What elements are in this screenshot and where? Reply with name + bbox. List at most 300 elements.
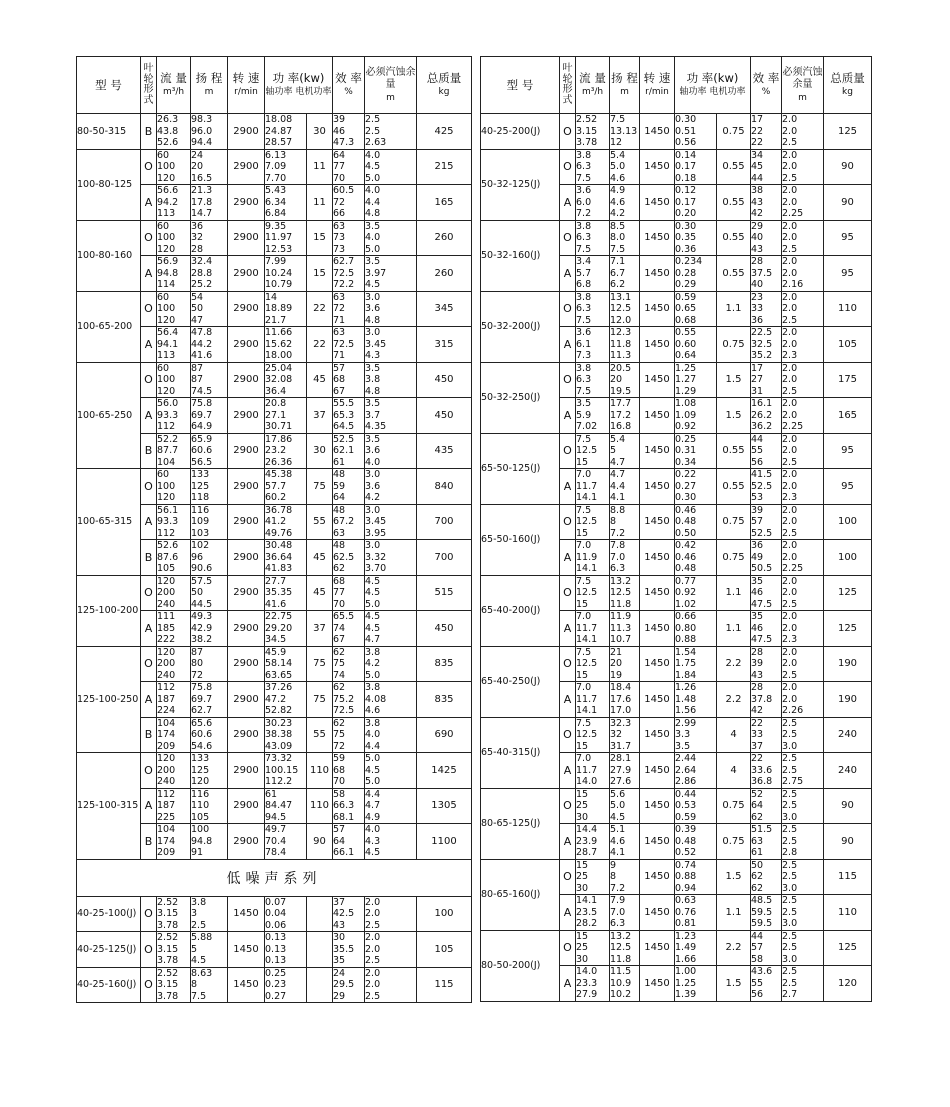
header-power-sub: [675, 87, 750, 98]
efficiency-value: 52.5: [333, 433, 355, 445]
shaft-power-value: 1.84: [675, 669, 697, 681]
motor-power-cell: 0.55: [717, 185, 751, 221]
impeller-cell: A: [560, 398, 576, 434]
npsh-cell: [782, 220, 824, 256]
flow-value: 56.6: [157, 185, 179, 196]
flow-value: 14.0: [576, 776, 598, 787]
npsh-value: 4.35: [365, 421, 387, 432]
flow-value: 2.52: [157, 967, 179, 979]
npsh-cell: [365, 646, 417, 682]
npsh-value: 2.5: [782, 906, 798, 918]
flow-cell: [576, 611, 610, 647]
shaft-power-cell: [675, 469, 717, 505]
shaft-power-cell: [675, 682, 717, 718]
speed-cell: 1450: [640, 185, 675, 221]
flow-value: 113: [157, 350, 176, 361]
efficiency-value: 36: [751, 540, 764, 551]
efficiency-value: 26.2: [751, 409, 773, 421]
head-value: 11.9: [610, 611, 632, 622]
speed-cell: 1450: [640, 504, 675, 540]
npsh-value: 2.3: [782, 634, 798, 645]
table-row: [481, 433, 872, 469]
efficiency-cell: [333, 433, 365, 469]
weight-cell: 125: [824, 114, 872, 150]
head-value: 7.1: [610, 256, 626, 267]
flow-value: 3.8: [576, 291, 592, 303]
efficiency-value: 55.5: [333, 398, 355, 409]
head-value: 100: [191, 824, 210, 835]
efficiency-value: 77: [333, 587, 346, 598]
efficiency-cell: [751, 398, 782, 434]
head-value: 75.8: [191, 398, 213, 409]
model-cell: 65-40-250(J): [481, 646, 560, 717]
flow-value: 3.6: [576, 185, 592, 196]
npsh-value: 5.0: [365, 598, 381, 610]
head-value: 25.2: [191, 279, 213, 290]
flow-value: 3.15: [157, 908, 179, 919]
weight-cell: 95: [824, 256, 872, 292]
efficiency-value: 46: [333, 125, 346, 137]
shaft-power-value: 0.23: [265, 979, 287, 990]
speed-cell: 2900: [228, 433, 265, 469]
speed-cell: 1450: [640, 930, 675, 966]
impeller-cell: A: [141, 682, 157, 718]
motor-power-cell: 75: [307, 646, 333, 682]
efficiency-cell: [333, 717, 365, 753]
shaft-power-value: 26.36: [265, 456, 293, 468]
flow-value: 11.7: [576, 480, 598, 492]
npsh-value: 2.0: [782, 480, 798, 492]
motor-power-cell: 55: [307, 504, 333, 540]
efficiency-value: 33.6: [751, 764, 773, 776]
efficiency-value: 52.5: [751, 527, 773, 539]
flow-value: 114: [157, 279, 176, 290]
flow-value: 7.0: [576, 540, 592, 551]
model-cell: 100-80-160: [77, 220, 141, 291]
npsh-value: 3.7: [365, 409, 381, 421]
table-row: [481, 930, 872, 966]
head-value: 125: [191, 764, 210, 776]
npsh-value: 2.5: [782, 930, 798, 942]
shaft-power-value: 0.35: [675, 232, 697, 243]
flow-value: 222: [157, 634, 176, 645]
npsh-cell: [782, 362, 824, 398]
efficiency-cell: [751, 717, 782, 753]
weight-cell: 1100: [417, 824, 472, 860]
shaft-power-value: 0.42: [675, 540, 697, 551]
efficiency-value: 36.2: [751, 421, 773, 432]
head-value: 5.4: [610, 433, 626, 445]
header-impeller-label: 叶轮形式: [143, 63, 154, 106]
efficiency-value: 67: [333, 634, 346, 645]
flow-cell: [157, 398, 191, 434]
efficiency-value: 35.2: [751, 350, 773, 361]
efficiency-cell: [333, 291, 365, 327]
impeller-cell: O: [560, 291, 576, 327]
flow-value: 60: [157, 362, 170, 374]
head-value: 7.0: [610, 551, 626, 563]
weight-cell: 125: [824, 575, 872, 611]
flow-cell: [576, 859, 610, 895]
head-cell: [191, 753, 228, 789]
shaft-power-cell: [265, 611, 307, 647]
head-value: 12.3: [610, 327, 632, 338]
head-cell: [191, 932, 228, 968]
head-value: 10.7: [610, 634, 632, 645]
efficiency-cell: [333, 824, 365, 860]
flow-value: 104: [157, 824, 176, 835]
flow-value: 11.7: [576, 622, 598, 634]
shaft-power-value: 0.13: [265, 932, 287, 943]
head-value: 17.6: [610, 693, 632, 705]
npsh-value: 2.0: [782, 114, 798, 125]
shaft-power-value: 1.23: [675, 930, 697, 942]
header-npsh-label: 必须汽蚀余量: [365, 66, 416, 90]
flow-value: 200: [157, 587, 176, 598]
npsh-value: 2.0: [782, 232, 798, 243]
efficiency-value: 73: [333, 232, 346, 243]
npsh-value: 2.5: [782, 800, 798, 811]
shaft-power-value: 3.5: [675, 740, 691, 752]
efficiency-cell: [333, 896, 365, 932]
speed-cell: 2900: [228, 646, 265, 682]
npsh-value: 4.3: [365, 350, 381, 361]
head-value: 125: [191, 480, 210, 492]
npsh-value: 2.0: [782, 658, 798, 669]
efficiency-value: 63: [333, 327, 346, 338]
shaft-power-cell: [265, 575, 307, 611]
head-value: 91: [191, 847, 204, 858]
shaft-power-value: 9.35: [265, 220, 287, 232]
efficiency-value: 43.6: [751, 966, 773, 977]
flow-cell: [576, 185, 610, 221]
speed-cell: 2900: [228, 362, 265, 398]
motor-power-cell: 45: [307, 540, 333, 576]
speed-cell: 1450: [640, 717, 675, 753]
speed-cell: 2900: [228, 256, 265, 292]
efficiency-value: 72.5: [333, 705, 355, 716]
model-cell: 80-50-315: [77, 114, 141, 150]
flow-value: 94.8: [157, 267, 179, 279]
flow-value: 25: [576, 800, 589, 811]
speed-cell: 2900: [228, 327, 265, 363]
npsh-cell: [782, 859, 824, 895]
head-value: 14.7: [191, 208, 213, 219]
head-cell: [191, 646, 228, 682]
efficiency-value: 43: [333, 919, 346, 931]
efficiency-value: 39: [751, 658, 764, 669]
npsh-value: 4.2: [365, 492, 381, 503]
npsh-value: 3.45: [365, 516, 387, 527]
shaft-power-cell: [675, 504, 717, 540]
head-cell: [610, 291, 640, 327]
npsh-value: 2.0: [782, 409, 798, 421]
impeller-cell: O: [141, 469, 157, 505]
head-value: 8: [610, 516, 617, 527]
header-shaft-power: 轴功率: [679, 87, 707, 97]
head-cell: [610, 114, 640, 150]
head-value: 72: [191, 669, 204, 681]
efficiency-cell: [751, 114, 782, 150]
header-power: [265, 57, 333, 114]
shaft-power-value: 20.8: [265, 398, 287, 409]
weight-cell: 435: [417, 433, 472, 469]
shaft-power-value: 41.2: [265, 516, 287, 527]
weight-cell: 95: [824, 433, 872, 469]
flow-value: 100: [157, 303, 176, 314]
flow-cell: [576, 682, 610, 718]
npsh-value: 2.0: [782, 516, 798, 527]
npsh-cell: [782, 433, 824, 469]
efficiency-value: 44: [751, 172, 764, 184]
head-value: 96: [191, 551, 204, 563]
head-value: 28.8: [191, 267, 213, 279]
efficiency-value: 44: [751, 433, 764, 445]
npsh-value: 2.5: [782, 977, 798, 989]
efficiency-value: 62: [333, 646, 346, 658]
npsh-value: 2.0: [782, 327, 798, 338]
table-row: [77, 114, 472, 150]
efficiency-value: 66.3: [333, 800, 355, 811]
efficiency-value: 57: [751, 942, 764, 953]
efficiency-cell: [751, 753, 782, 789]
npsh-value: 2.0: [782, 291, 798, 303]
npsh-value: 4.5: [365, 622, 381, 634]
head-value: 7.2: [610, 527, 626, 539]
head-value: 16.8: [610, 421, 632, 432]
header-flow: [157, 57, 191, 114]
head-value: 41.6: [191, 350, 213, 361]
head-value: 11.3: [610, 622, 632, 634]
flow-value: 56.4: [157, 327, 179, 338]
flow-value: 7.0: [576, 682, 592, 693]
npsh-cell: [782, 256, 824, 292]
shaft-power-value: 0.48: [675, 516, 697, 527]
head-cell: [191, 788, 228, 824]
efficiency-value: 37: [751, 740, 764, 752]
flow-cell: [157, 753, 191, 789]
model-cell: 40-25-125(J): [77, 932, 141, 968]
weight-cell: 125: [824, 930, 872, 966]
flow-value: 87.6: [157, 551, 179, 563]
speed-cell: 2900: [228, 185, 265, 221]
efficiency-value: 66: [333, 208, 346, 219]
npsh-value: 4.4: [365, 788, 381, 800]
efficiency-cell: [751, 824, 782, 860]
flow-value: 94.1: [157, 338, 179, 350]
weight-cell: 175: [824, 362, 872, 398]
head-value: 94.4: [191, 137, 213, 148]
head-cell: [191, 469, 228, 505]
head-value: 87: [191, 374, 204, 385]
table-row: [77, 646, 472, 682]
npsh-value: 2.0: [782, 303, 798, 314]
shaft-power-value: 1.02: [675, 598, 697, 610]
model-cell: 125-100-250: [77, 646, 141, 753]
npsh-value: 2.0: [782, 540, 798, 551]
impeller-cell: O: [560, 362, 576, 398]
speed-cell: 1450: [640, 646, 675, 682]
motor-power-cell: 1.5: [717, 859, 751, 895]
efficiency-value: 72.2: [333, 279, 355, 290]
flow-value: 113: [157, 208, 176, 219]
npsh-cell: [782, 966, 824, 1002]
shaft-power-value: 0.27: [265, 990, 287, 1002]
efficiency-value: 59: [333, 753, 346, 764]
head-value: 96.0: [191, 125, 213, 137]
head-cell: [610, 575, 640, 611]
speed-cell: 2900: [228, 824, 265, 860]
flow-value: 200: [157, 764, 176, 776]
flow-cell: [157, 967, 191, 1003]
shaft-power-cell: [675, 185, 717, 221]
npsh-value: 2.7: [782, 989, 798, 1000]
weight-cell: 190: [824, 682, 872, 718]
head-value: 105: [191, 811, 210, 823]
head-value: 50: [191, 303, 204, 314]
head-value: 6.7: [610, 267, 626, 279]
flow-value: 7.0: [576, 611, 592, 622]
head-value: 116: [191, 504, 210, 516]
table-row: [481, 646, 872, 682]
efficiency-cell: [751, 433, 782, 469]
npsh-value: 2.5: [782, 966, 798, 977]
npsh-value: 4.7: [365, 800, 381, 811]
flow-value: 7.5: [576, 717, 592, 729]
shaft-power-value: 70.4: [265, 835, 287, 847]
weight-cell: 315: [417, 327, 472, 363]
impeller-cell: O: [141, 362, 157, 398]
efficiency-cell: [751, 362, 782, 398]
efficiency-value: 35.5: [333, 943, 355, 955]
head-cell: [610, 433, 640, 469]
head-value: 49.3: [191, 611, 213, 622]
npsh-value: 2.0: [782, 504, 798, 516]
model-cell: 80-50-200(J): [481, 930, 560, 1001]
flow-value: 15: [576, 669, 589, 681]
table-row: [481, 362, 872, 398]
efficiency-cell: [751, 930, 782, 966]
efficiency-value: 22: [751, 137, 764, 148]
speed-cell: 2900: [228, 575, 265, 611]
flow-cell: [157, 220, 191, 256]
motor-power-cell: 15: [307, 256, 333, 292]
header-motor-power: 电机功率: [709, 87, 746, 97]
shaft-power-value: 0.77: [675, 575, 697, 587]
shaft-power-value: 1.27: [675, 374, 697, 385]
flow-value: 15: [576, 740, 589, 752]
efficiency-value: 72: [333, 196, 346, 208]
shaft-power-value: 0.22: [675, 469, 697, 480]
efficiency-value: 65.5: [333, 611, 355, 622]
head-value: 60.6: [191, 729, 213, 740]
efficiency-value: 51.5: [751, 824, 773, 835]
impeller-cell: A: [560, 256, 576, 292]
speed-cell: 1450: [640, 753, 675, 789]
shaft-power-value: 0.18: [675, 172, 697, 184]
head-value: 13.1: [610, 291, 632, 303]
npsh-value: 2.0: [782, 469, 798, 480]
flow-value: 112: [157, 421, 176, 432]
npsh-value: 3.32: [365, 551, 387, 563]
flow-value: 120: [157, 492, 176, 503]
motor-power-cell: 1.5: [717, 362, 751, 398]
efficiency-cell: [333, 220, 365, 256]
efficiency-cell: [333, 256, 365, 292]
efficiency-value: 68: [333, 374, 346, 385]
shaft-power-value: 28.57: [265, 137, 293, 148]
weight-cell: 700: [417, 540, 472, 576]
head-cell: [610, 788, 640, 824]
flow-value: 3.6: [576, 327, 592, 338]
efficiency-value: 72.5: [333, 267, 355, 279]
weight-cell: 105: [417, 932, 472, 968]
impeller-cell: O: [141, 220, 157, 256]
shaft-power-value: 10.79: [265, 279, 293, 290]
shaft-power-value: 1.00: [675, 966, 697, 977]
efficiency-value: 28: [751, 646, 764, 658]
impeller-cell: O: [560, 149, 576, 185]
shaft-power-value: 18.08: [265, 114, 293, 125]
flow-cell: [157, 682, 191, 718]
flow-cell: [157, 433, 191, 469]
table-row: [77, 932, 472, 968]
shaft-power-value: 0.53: [675, 800, 697, 811]
speed-cell: 2900: [228, 611, 265, 647]
npsh-value: 2.0: [782, 362, 798, 374]
efficiency-value: 67: [333, 385, 346, 397]
shaft-power-cell: [265, 327, 307, 363]
efficiency-value: 52: [751, 788, 764, 800]
table-row: [481, 220, 872, 256]
model-cell: 100-65-250: [77, 362, 141, 469]
table-row: [77, 896, 472, 932]
motor-power-cell: 1.5: [717, 966, 751, 1002]
head-value: 19.5: [610, 385, 632, 397]
efficiency-value: 62.1: [333, 445, 355, 456]
flow-value: 174: [157, 729, 176, 740]
header-flow-label: 流 量: [579, 71, 606, 85]
shaft-power-value: 1.29: [675, 385, 697, 397]
head-value: 27.9: [610, 764, 632, 776]
head-value: 12.5: [610, 942, 632, 953]
shaft-power-value: 34.5: [265, 634, 287, 645]
speed-cell: 1450: [228, 932, 265, 968]
motor-power-cell: 2.2: [717, 646, 751, 682]
efficiency-value: 36.8: [751, 776, 773, 787]
head-value: 7.5: [610, 243, 626, 255]
efficiency-value: 64: [751, 800, 764, 811]
motor-power-cell: 0.55: [717, 433, 751, 469]
npsh-value: 3.0: [782, 918, 798, 929]
shaft-power-value: 0.92: [675, 587, 697, 598]
efficiency-value: 50: [751, 859, 764, 871]
npsh-value: 4.8: [365, 314, 381, 326]
efficiency-value: 70: [333, 598, 346, 610]
flow-cell: [576, 433, 610, 469]
model-cell: 65-50-125(J): [481, 433, 560, 504]
shaft-power-value: 0.81: [675, 918, 697, 929]
weight-cell: 240: [824, 717, 872, 753]
npsh-value: 3.0: [365, 291, 381, 303]
impeller-cell: O: [560, 930, 576, 966]
efficiency-value: 70: [333, 776, 346, 787]
efficiency-cell: [751, 540, 782, 576]
head-value: 5: [191, 943, 198, 955]
weight-cell: 215: [417, 149, 472, 185]
impeller-cell: O: [560, 504, 576, 540]
impeller-cell: O: [560, 575, 576, 611]
